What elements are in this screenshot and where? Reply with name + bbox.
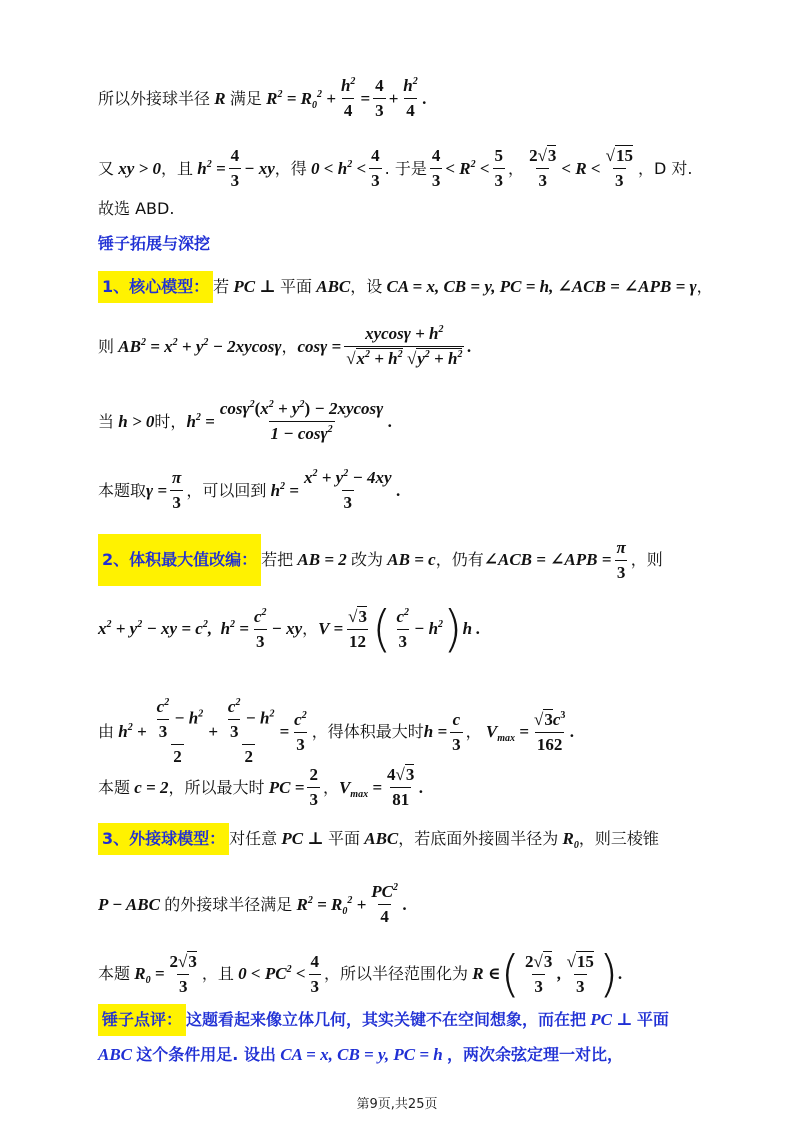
text-segment: 由 [98,722,115,741]
text-line-2: 又 xy > 0 ，且 $h^2$ = $\frac{4}{3}$ − xy ，得 $0 < h^2$ < $\frac{4}{3}$ . 于是 $\frac{4}{3}$ < $R^2$ < $\frac{5}{3}$ ， $\frac{2√3}{3}$ < R < $\frac{√15}{3}$ ，D 对. [98,146,693,190]
text-segment: 这个条件用足. 设出 [136,1045,276,1064]
text-segment: ，得 [274,158,307,178]
text-line-12: 3、外接球模型： 对任意 PC ⊥ 平面 ABC ，若底面外接圆半径为 $R_0$ ，则三棱锥 [98,823,754,855]
text-segment: 所以外接球半径 [98,88,211,108]
text-segment: 本题 [98,777,131,797]
text-segment: ， [322,777,339,797]
page-footer: 第9页,共25页 [356,1097,438,1112]
text-line-11: 本题 c = 2 ，所以最大时 PC = $\frac{2}{3}$ ， $V_{max}$ = $\frac{4√3}{81}$ . [98,765,424,809]
text-segment: ，且 [201,964,234,983]
text-segment: 又 [98,158,115,178]
text-segment: . 于是 [384,158,427,178]
text-line-8: 2、体积最大值改编： 若把 AB = 2 改为 AB = c ，仍有 ∠ACB = ∠APB = $\frac{\pi}{3}$ ，则 [98,534,754,586]
text-segment: 故选 ABD. [98,199,175,218]
text-segment: 对任意 [229,829,278,848]
text-segment: 满足 [229,88,262,108]
text-segment: 时， [154,411,187,431]
text-segment: 平面 [279,277,312,296]
text-segment: ，D 对. [637,158,693,178]
text-segment: ， [508,158,525,178]
text-segment: ， [281,336,298,356]
text-segment: ，则三棱锥 [578,829,659,848]
text-segment: 这题看起来像立体几何，其实关键不在空间想象，而在把 [186,1010,587,1029]
text-segment: ，设 [350,277,383,296]
text-segment: ，仍有 [435,550,484,569]
text-segment: 若 [213,277,230,296]
text-line-15: 锤子点评： 这题看起来像立体几何，其实关键不在空间想象，而在把 PC ⊥ 平面 [98,1004,754,1036]
text-segment: 当 [98,411,115,431]
text-segment: 平面 [636,1010,669,1029]
text-line-7: 本题取 γ = $\frac{\pi}{3}$ ，可以回到 $h^2$ = $\frac{x^2 + y^2 - 4xy}{3}$ . [98,468,401,512]
text-segment: ， [696,277,713,296]
text-segment: 的外接球半径满足 [164,894,293,914]
text-segment: ， [465,722,482,741]
text-segment: 则 [98,336,115,356]
text-segment: 本题 [98,964,131,983]
text-segment: ，所以半径范围化为 [324,964,469,983]
text-segment: ，可以回到 [186,480,267,500]
text-line-5: 则 $AB^2 = x^2 + y^2 - 2xycos\gamma$ ， cosγ = $\frac{xycos\gamma + h^2}{√x^2 + h^2 √y^2 + h^2}$ . [98,324,472,368]
highlight-label: 锤子点评： [98,1004,186,1036]
text-segment: ，得体积最大时 [311,722,424,741]
text-segment: ，则 [630,550,663,569]
text-line-13: P − ABC 的外接球半径满足 $R^2 = R_0^2$ + $\frac{PC^2}{4}$ . [98,882,408,926]
text-line-9: $x^2 + y^2$ − xy = $c^2$, $h^2$ = $\frac{c^2}{3}$ − xy ， V = $\frac{√3}{12}$ ( $\frac{c^2}{3}$ − $h^2$ ) h . [98,600,481,658]
text-segment: ，且 [161,158,194,178]
text-segment: 若把 [261,550,294,569]
text-segment: ， [302,619,319,638]
text-line-4: 1、核心模型： 若 PC ⊥ 平面 ABC ，设 CA = x, CB = y, PC = h, ∠ACB = ∠APB = γ ， [98,271,754,303]
text-segment: ，若底面外接圆半径为 [398,829,559,848]
text-segment: ，两次余弦定理一对比， [447,1045,624,1064]
highlight-label: 2、体积最大值改编： [98,534,261,586]
highlight-label: 1、核心模型： [98,271,213,303]
text-line-1: 所以外接球半径 R 满足 $R^2 = R_0^2$ + $\frac{h^2}{4}$ = $\frac{4}{3}$ + $\frac{h^2}{4}$ . [98,76,427,120]
highlight-label: 3、外接球模型： [98,823,229,855]
text-segment: 平面 [327,829,360,848]
section-title [98,232,754,256]
text-line-16: ABC 这个条件用足. 设出 CA = x, CB = y, PC = h ，两次余弦定理一对比， [98,1043,754,1067]
section-title-text: 锤子拓展与深挖 [98,234,211,253]
text-segment: ，所以最大时 [168,777,265,797]
text-line-14: 本题 $R_0$ = $\frac{2√3}{3}$ ，且 $0 < PC^2$ < $\frac{4}{3}$ ，所以半径范围化为 R ∈ ( $\frac{2√3}{3}$ , $\frac{√15}{3}$ ) . [98,945,623,1003]
text-line-6: 当 h > 0 时， $h^2$ = $\frac{\cos\gamma^2(x^2 + y^2) - 2xycos\gamma}{1 - \cos\gamma^2}$ . [98,399,393,443]
text-segment: 本题取 [98,480,147,500]
text-segment: 改为 [351,550,384,569]
text-line-3 [98,197,754,221]
text-line-10: 由 $h^2$ + $\frac{c^2}{3}$ − $h^2$ 2 + $\frac{c^2}{3}$ − $h^2$ 2 = $\frac{c^2}{3}$ ，得体积最大时 h = $\frac{c}{3}$ ， $V_{max}$ = $\frac{√3c^3}{162}$ . [98,697,575,766]
